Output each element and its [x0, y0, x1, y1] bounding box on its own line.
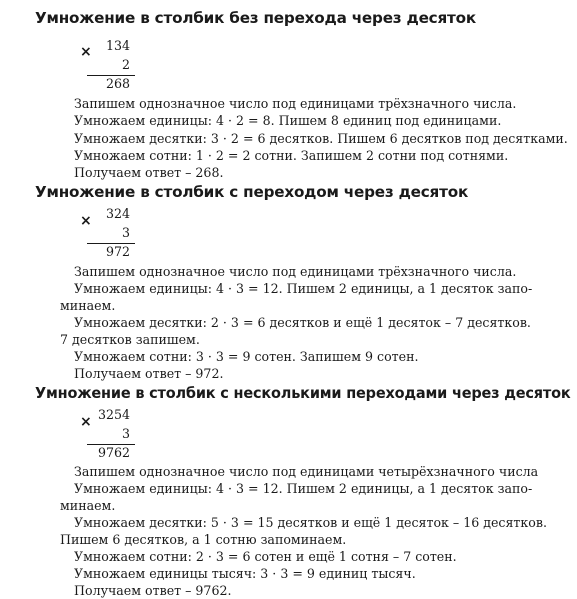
section-2-line-3: минаем. — [60, 298, 116, 313]
product: 268 — [105, 76, 130, 91]
multiplicand: 324 — [105, 206, 130, 221]
product: 9762 — [97, 445, 130, 460]
multiply-sign: × — [80, 213, 92, 229]
section-2-title: Умножение в столбик с переходом через десяток — [35, 183, 469, 201]
section-1-line-4: Умножаем сотни: 1 · 2 = 2 сотни. Запишем 2 сотни под сотнями. — [74, 148, 509, 163]
multiplier: 3 — [121, 225, 130, 240]
section-3-line-3: минаем. — [60, 498, 116, 513]
section-1-line-1: Запишем однозначное число под единицами трёхзначного числа. — [74, 96, 517, 111]
section-3-title: Умножение в столбик с несколькими переходами через десяток — [35, 384, 571, 402]
multiplicand: 134 — [105, 38, 130, 53]
section-2-line-5: 7 десятков запишем. — [60, 332, 200, 347]
section-2-line-1: Запишем однозначное число под единицами трёхзначного числа. — [74, 264, 517, 279]
section-3-line-1: Запишем однозначное число под единицами четырёхзначного числа — [74, 464, 539, 479]
multiplier: 2 — [121, 57, 130, 72]
multiplicand: 3254 — [97, 407, 130, 422]
section-2-line-4: Умножаем десятки: 2 · 3 = 6 десятков и ещё 1 десяток – 7 десятков. — [74, 315, 531, 330]
section-1-title: Умножение в столбик без перехода через десяток — [35, 9, 476, 27]
section-2-line-7: Получаем ответ – 972. — [74, 366, 224, 381]
multiplier: 3 — [121, 426, 130, 441]
section-3-line-5: Пишем 6 десятков, а 1 сотню запоминаем. — [60, 532, 347, 547]
section-1-line-3: Умножаем десятки: 3 · 2 = 6 десятков. Пишем 6 десятков под десятками. — [74, 131, 568, 146]
section-3-line-7: Умножаем единицы тысяч: 3 · 3 = 9 единиц тысяч. — [74, 566, 416, 581]
product: 972 — [105, 244, 130, 259]
section-2-line-2: Умножаем единицы: 4 · 3 = 12. Пишем 2 единицы, а 1 десяток запо- — [74, 281, 533, 296]
section-3-line-4: Умножаем десятки: 5 · 3 = 15 десятков и ещё 1 десяток – 16 десятков. — [74, 515, 547, 530]
section-3-line-8: Получаем ответ – 9762. — [74, 583, 232, 598]
multiply-sign: × — [80, 44, 92, 60]
section-3-line-6: Умножаем сотни: 2 · 3 = 6 сотен и ещё 1 сотня – 7 сотен. — [74, 549, 457, 564]
section-1-line-2: Умножаем единицы: 4 · 2 = 8. Пишем 8 единиц под единицами. — [74, 113, 502, 128]
section-3-line-2: Умножаем единицы: 4 · 3 = 12. Пишем 2 единицы, а 1 десяток запо- — [74, 481, 533, 496]
section-1-line-5: Получаем ответ – 268. — [74, 165, 224, 180]
multiply-sign: × — [80, 414, 92, 430]
section-2-line-6: Умножаем сотни: 3 · 3 = 9 сотен. Запишем 9 сотен. — [74, 349, 419, 364]
